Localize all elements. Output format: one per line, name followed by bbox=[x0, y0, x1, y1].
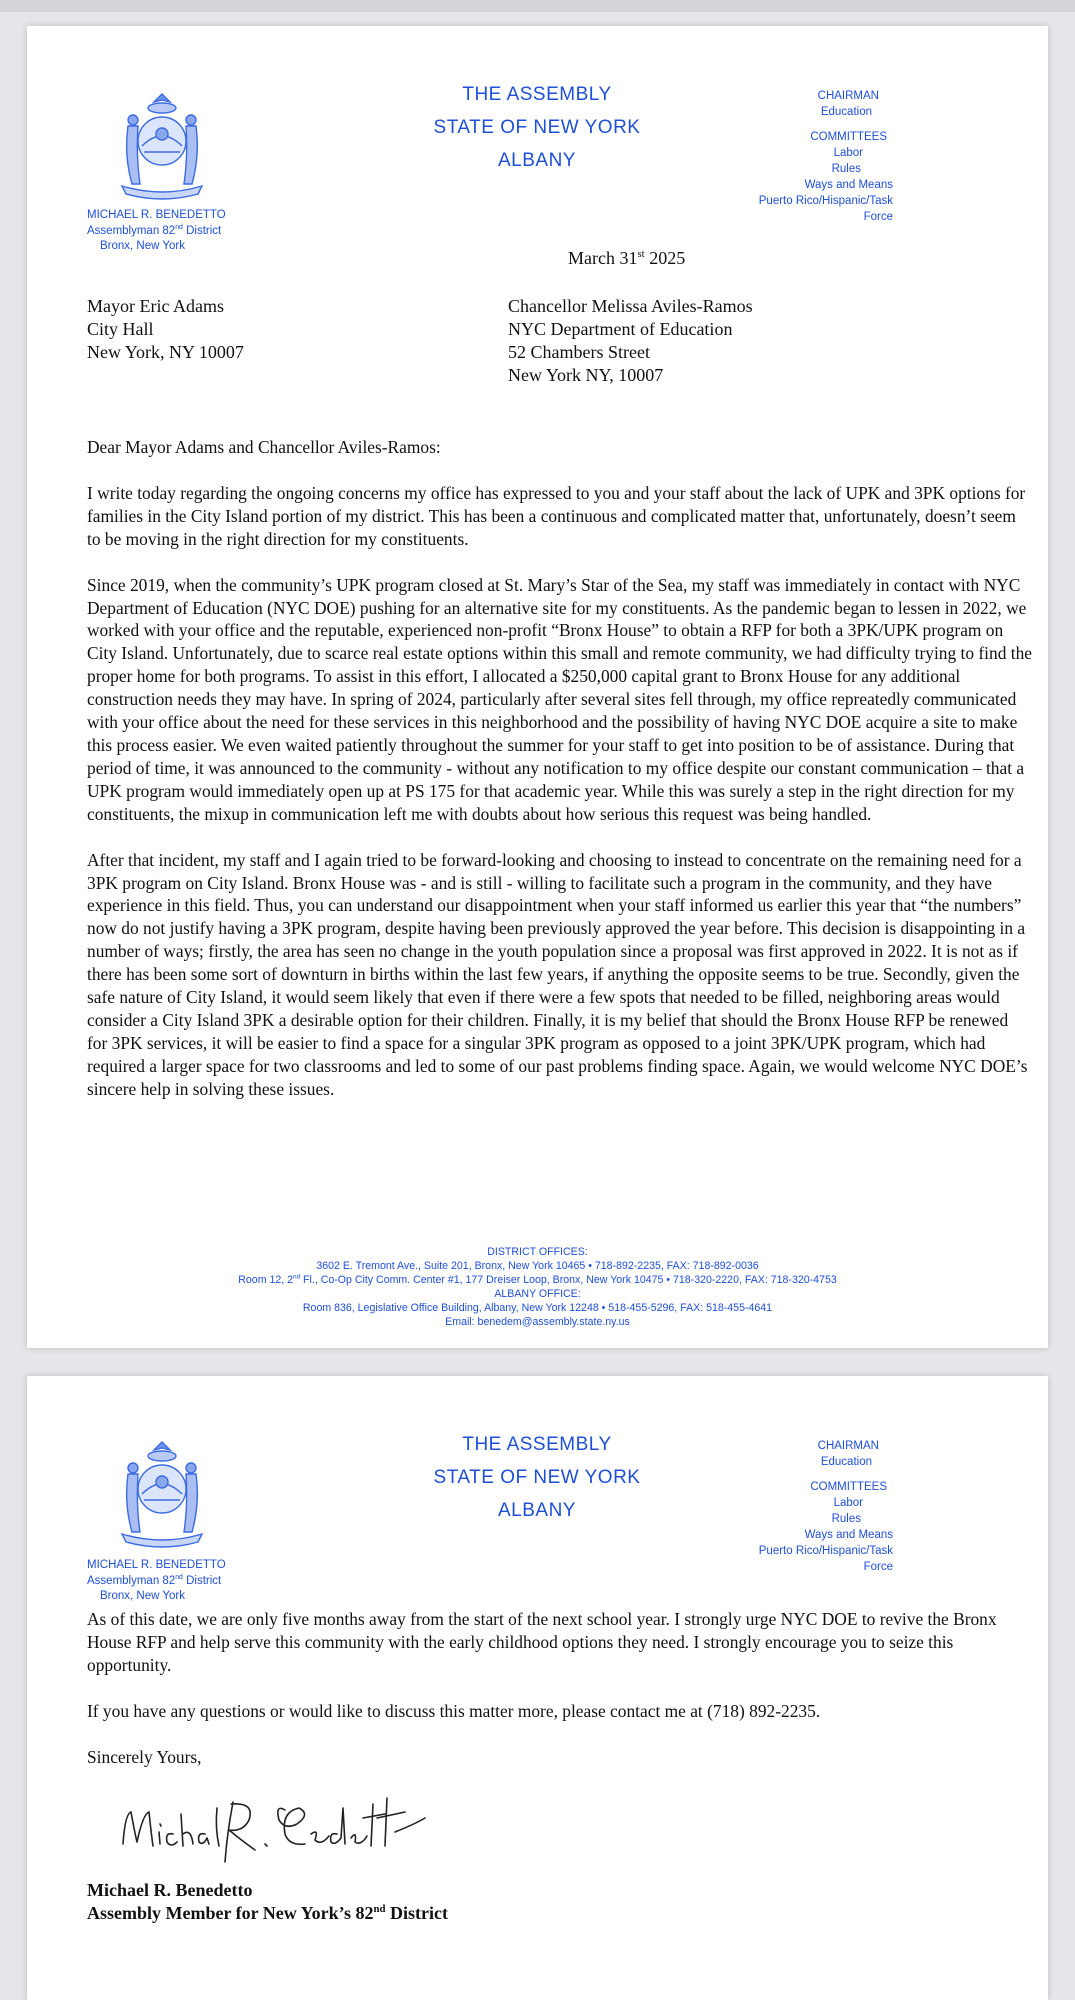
member-info bbox=[87, 1558, 226, 1605]
handwritten-signature bbox=[115, 1784, 455, 1874]
assembly-line-3: ALBANY bbox=[498, 150, 576, 171]
member-name: MICHAEL R. BENEDETTO bbox=[87, 1559, 226, 1571]
signature-title: Assembly Member for New York’s 82nd District bbox=[87, 1903, 448, 1923]
window-top-bar bbox=[0, 0, 1075, 12]
committee-item: Labor bbox=[833, 147, 863, 159]
committee-item: Rules bbox=[831, 1513, 861, 1525]
assembly-line-1: THE ASSEMBLY bbox=[462, 1434, 612, 1455]
address-line: Mayor Eric Adams bbox=[87, 296, 224, 316]
chairman-label: CHAIRMAN bbox=[817, 90, 879, 102]
letter-page-2 bbox=[27, 1376, 1048, 2000]
recipient-chancellor bbox=[508, 295, 753, 387]
assembly-heading bbox=[337, 78, 737, 177]
paragraph-2: Since 2019, when the community’s UPK program closed at St. Mary’s Star of the Sea, my staff was immediately in contact with NYC Department of Education (NYC DOE) pushing for an alternative site for my constituents. As the pandemic began to lessen in 2022, we worked with your office and the reputable, experienced non-profit “Bronx House” to obtain a RFP for both a 3PK/UPK program on City Island. Unfortunately, due to scarce real estate options within this small and remote community, we had difficulty trying to find the proper home for both programs. To assist in this effort, I allocated a $250,000 capital grant to Bronx House for any additional construction needs they may have. In spring of 2024, particularly after several sites fell through, my office repreatedly communicated with your office about the need for these services in this neighborhood and the possibility of having NYC DOE acquire a site to make this process easier. We even waited patiently throughout the summer for your staff to get into position to be of assistance. During that period of time, it was announced to the community - without any notification to my office despite our constant communication – that a UPK program would immediately open up at PS 175 for that academic year. While this was surely a step in the right direction for my constituents, the mixup in communication left me with doubts about how serious this request was being handled. bbox=[87, 574, 1032, 824]
address-line: 52 Chambers Street bbox=[508, 342, 650, 362]
paragraph-5: If you have any questions or would like to discuss this matter more, please contact me at (718) 892-2235. bbox=[87, 1700, 821, 1721]
assembly-heading bbox=[337, 1428, 737, 1527]
albany-office: Room 836, Legislative Office Building, Albany, New York 12248 • 518-455-5296, FAX: 518-455-4641 bbox=[302, 1302, 773, 1314]
assembly-line-3: ALBANY bbox=[498, 1500, 576, 1521]
chairman-label: CHAIRMAN bbox=[817, 1440, 879, 1452]
member-location: Bronx, New York bbox=[100, 1590, 186, 1602]
paragraph-3: After that incident, my staff and I again tried to be forward-looking and choosing to instead to concentrate on the remaining need for a 3PK program on City Island. Bronx House was - and is still - willing to facilitate such a program in the community, and they have experience in this field. Thus, you can understand our disappointment when your staff informed us earlier this year that “the numbers” now do not justify having a 3PK program, despite having been previously approved the year before. This decision is disappointing in a number of ways; firstly, the area has seen no change in the youth population since a proposal was first approved in 2022. It is not as if there has been some sort of downturn in births within the last few years, if anything the opposite seems to be true. Secondly, given the safe nature of City Island, it would seem likely that even if there were a few spots that needed to be filled, neighboring areas would consider a City Island 3PK a desirable option for their children. Finally, it is my belief that should the Bronx House RFP be renewed for 3PK services, it will be easier to find a space for a singular 3PK program as opposed to a joint 3PK/UPK program, which had required a larger space for two classrooms and led to some of our past problems finding space. Again, we would welcome NYC DOE’s sincere help in solving these issues. bbox=[87, 849, 1028, 1099]
chairman-of: Education bbox=[820, 106, 872, 118]
committee-item: Puerto Rico/Hispanic/Task Force bbox=[758, 1545, 893, 1573]
recipient-mayor bbox=[87, 295, 244, 364]
member-district: Assemblyman 82nd District bbox=[87, 223, 222, 237]
paragraph-1: I write today regarding the ongoing concerns my office has expressed to you and your staff about the lack of UPK and 3PK options for families in the City Island portion of my district. This has been a continuous and complicated matter that, unfortunately, doesn’t seem to be moving in the right direction for my constituents. bbox=[87, 482, 1026, 549]
address-line: NYC Department of Education bbox=[508, 319, 733, 339]
address-line: New York NY, 10007 bbox=[508, 365, 664, 385]
letter-body-page-2 bbox=[87, 1608, 1032, 1792]
district-offices-label: DISTRICT OFFICES: bbox=[487, 1246, 588, 1258]
member-location: Bronx, New York bbox=[100, 240, 186, 252]
letter-page-1 bbox=[27, 26, 1048, 1348]
albany-office-label: ALBANY OFFICE: bbox=[494, 1288, 581, 1300]
committee-item: Ways and Means bbox=[804, 179, 893, 191]
committees-block bbox=[757, 88, 987, 225]
letter-body-page-1 bbox=[87, 436, 1032, 1124]
district-office-1: 3602 E. Tremont Ave., Suite 201, Bronx, New York 10465 • 718-892-2235, FAX: 718-892-0036 bbox=[316, 1260, 759, 1272]
closing: Sincerely Yours, bbox=[87, 1746, 202, 1767]
signature-name: Michael R. Benedetto bbox=[87, 1880, 253, 1900]
chairman-of: Education bbox=[820, 1456, 872, 1468]
email-address: Email: benedem@assembly.state.ny.us bbox=[445, 1316, 630, 1328]
committee-item: Labor bbox=[833, 1497, 863, 1509]
letter-date: March 31st 2025 bbox=[568, 248, 686, 268]
paragraph-4: As of this date, we are only five months away from the start of the next school year. I strongly urge NYC DOE to revive the Bronx House RFP and help serve this community with the early childhood options they need. I strongly encourage you to seize this opportunity. bbox=[87, 1609, 997, 1675]
committees-label: COMMITTEES bbox=[810, 1481, 887, 1493]
new-york-state-seal-icon bbox=[102, 1434, 222, 1554]
office-footer bbox=[27, 1245, 1048, 1329]
committee-item: Rules bbox=[831, 163, 861, 175]
committees-label: COMMITTEES bbox=[810, 131, 887, 143]
district-office-2: Room 12, 2nd Fl., Co-Op City Comm. Center #1, 177 Dreiser Loop, Bronx, New York 10475 • 718-320-2220, FAX: 718-320-4753 bbox=[238, 1273, 837, 1286]
member-info bbox=[87, 208, 226, 255]
address-line: Chancellor Melissa Aviles-Ramos bbox=[508, 296, 753, 316]
address-line: New York, NY 10007 bbox=[87, 342, 244, 362]
member-name: MICHAEL R. BENEDETTO bbox=[87, 209, 226, 221]
salutation: Dear Mayor Adams and Chancellor Aviles-Ramos: bbox=[87, 437, 441, 457]
address-line: City Hall bbox=[87, 319, 154, 339]
committees-block bbox=[757, 1438, 987, 1575]
signature-block bbox=[87, 1879, 448, 1925]
new-york-state-seal-icon bbox=[102, 86, 222, 206]
member-district: Assemblyman 82nd District bbox=[87, 1573, 222, 1587]
committee-item: Puerto Rico/Hispanic/Task Force bbox=[758, 195, 893, 223]
assembly-line-2: STATE OF NEW YORK bbox=[433, 1467, 641, 1488]
assembly-line-2: STATE OF NEW YORK bbox=[433, 117, 641, 138]
committee-item: Ways and Means bbox=[804, 1529, 893, 1541]
assembly-line-1: THE ASSEMBLY bbox=[462, 84, 612, 105]
